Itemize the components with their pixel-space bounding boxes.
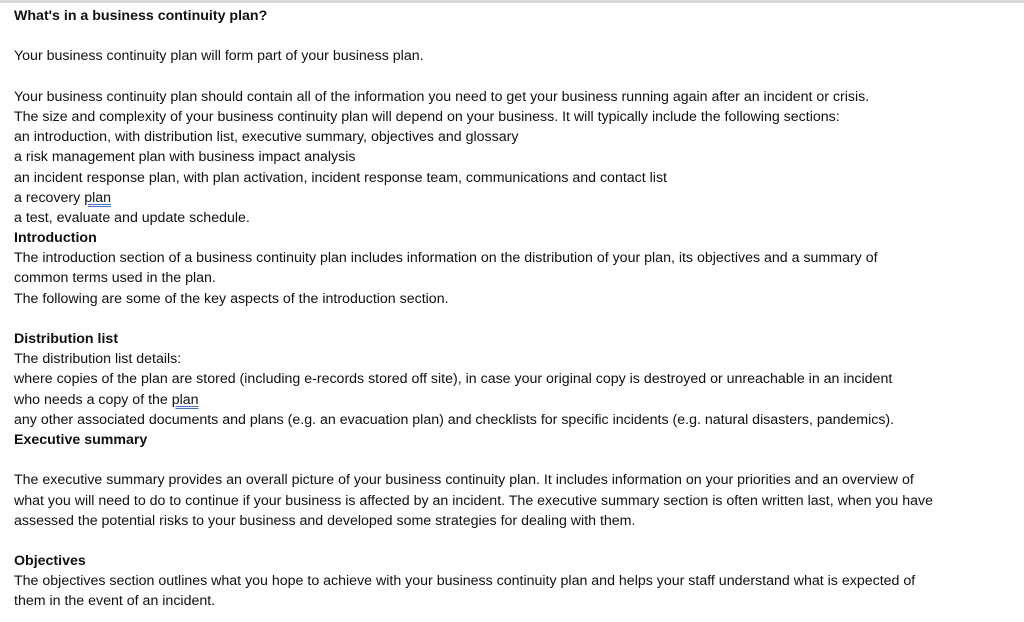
paragraph-line: The executive summary provides an overall picture of your business continuity plan. It includes information on your priorities and an overview of bbox=[14, 472, 914, 489]
list-item-text: a recovery bbox=[14, 189, 85, 206]
list-item: a risk management plan with business impact analysis bbox=[14, 149, 356, 166]
spacer bbox=[14, 67, 1014, 87]
section-heading-objectives: Objectives bbox=[14, 553, 86, 570]
spacer bbox=[14, 531, 1014, 551]
paragraph-line: The distribution list details: bbox=[14, 351, 182, 368]
list-item-text: who needs a copy of the bbox=[14, 391, 172, 408]
paragraph-line: them in the event of an incident. bbox=[14, 593, 216, 610]
list-item: where copies of the plan are stored (including e-records stored off site), in case your original copy is destroyed or unreachable in an incident bbox=[14, 371, 893, 388]
intro-line: Your business continuity plan will form part of your business plan. bbox=[14, 48, 424, 65]
paragraph-line: The size and complexity of your business continuity plan will depend on your business. It will typically include the following sections: bbox=[14, 108, 840, 125]
list-item bbox=[14, 188, 1014, 208]
spellcheck-flagged-word[interactable]: plan bbox=[84, 189, 112, 206]
list-item: an incident response plan, with plan activation, incident response team, communications and contact list bbox=[14, 169, 667, 186]
spellcheck-flagged-word[interactable]: plan bbox=[171, 391, 199, 408]
list-item: an introduction, with distribution list, executive summary, objectives and glossary bbox=[14, 129, 519, 146]
paragraph-line: common terms used in the plan. bbox=[14, 270, 216, 287]
paragraph-line: The following are some of the key aspects of the introduction section. bbox=[14, 290, 449, 307]
paragraph-line: Your business continuity plan should contain all of the information you need to get your business running again after an incident or crisis. bbox=[14, 88, 870, 105]
page-title: What's in a business continuity plan? bbox=[14, 8, 268, 24]
spacer bbox=[14, 309, 1014, 329]
paragraph-line: The objectives section outlines what you hope to achieve with your business continuity plan and helps your staff understand what is expected of bbox=[14, 573, 916, 590]
paragraph-line: The introduction section of a business continuity plan includes information on the distribution of your plan, its objectives and a summary of bbox=[14, 250, 878, 267]
spacer bbox=[14, 450, 1014, 470]
paragraph-line: assessed the potential risks to your business and developed some strategies for dealing with them. bbox=[14, 512, 636, 529]
paragraph-line: what you will need to do to continue if your business is affected by an incident. The executive summary section is often written last, when you have bbox=[14, 492, 934, 509]
document-body bbox=[14, 6, 1014, 612]
section-heading-executive-summary: Executive summary bbox=[14, 431, 148, 448]
list-item: a test, evaluate and update schedule. bbox=[14, 209, 250, 226]
top-border bbox=[0, 0, 1024, 3]
list-item: any other associated documents and plans (e.g. an evacuation plan) and checklists for specific incidents (e.g. natural disasters, pandemics). bbox=[14, 411, 895, 428]
spacer bbox=[14, 26, 1014, 46]
list-item bbox=[14, 390, 1014, 410]
section-heading-distribution: Distribution list bbox=[14, 331, 119, 347]
section-heading-introduction: Introduction bbox=[14, 230, 97, 247]
